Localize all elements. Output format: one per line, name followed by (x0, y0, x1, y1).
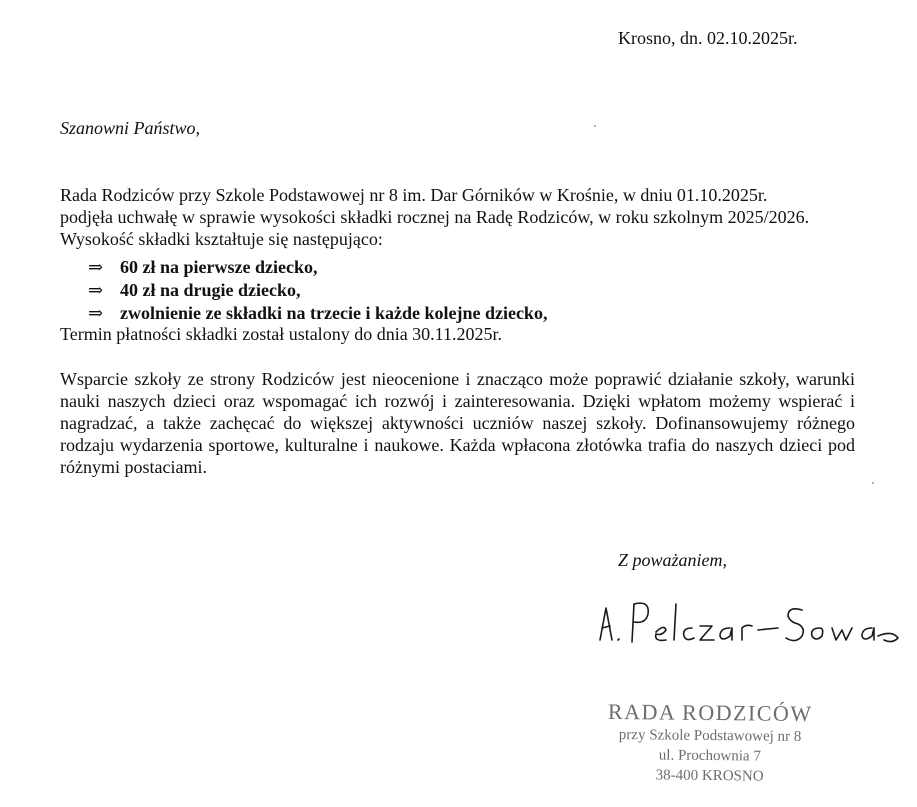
fee-item (88, 279, 547, 302)
stamp-school: przy Szkole Podstawowej nr 8 (618, 727, 802, 745)
paragraph-line: podjęła uchwałę w sprawie wysokości składki rocznej na Radę Rodziców, w roku szkolnym 2025/2026. (60, 207, 810, 227)
stamp-title: RADA RODZICÓW (607, 698, 813, 727)
paragraph-line: Rada Rodziców przy Szkole Podstawowej nr 8 im. Dar Górników w Krośnie, w dniu 01.10.2025r. (60, 185, 768, 205)
paragraph-line: Wysokość składki kształtuje się następująco: (60, 229, 383, 249)
closing: Z poważaniem, (618, 550, 728, 570)
payment-deadline: Termin płatności składki został ustalony do dnia 30.11.2025r. (60, 324, 503, 344)
stamp-city: 38-400 KROSNO (655, 767, 764, 785)
fee-item-text: 60 zł na pierwsze dziecko, (120, 257, 318, 277)
paragraph-resolution (60, 184, 855, 250)
arrow-icon: ⇒ (88, 280, 104, 300)
scan-speck (872, 482, 874, 484)
arrow-icon: ⇒ (88, 303, 104, 323)
fee-list (88, 256, 547, 325)
scan-speck (594, 125, 596, 127)
handwritten-signature (592, 588, 910, 650)
salutation: Szanowni Państwo, (60, 118, 201, 138)
fee-item-text: 40 zł na drugie dziecko, (120, 280, 301, 300)
fee-item-text: zwolnienie ze składki na trzecie i każde kolejne dziecko, (120, 303, 548, 323)
paragraph-support: Wsparcie szkoły ze strony Rodziców jest nieocenione i znacząco może poprawić działanie szkoły, warunki nauki naszych dzieci oraz wspomagać ich rozwój i zainteresowania. Dzięki wpłatom możemy wspierać i nagradzać, a także zachęcać do większej aktywności uczniów naszej szkoły. Dofinansowujemy różnego rodzaju wydarzenia sportowe, kulturalne i naukowe. Każda wpłacona złotówka trafia do naszych dzieci pod różnymi postaciami. (60, 369, 855, 477)
stamp-street: ul. Prochownia 7 (658, 747, 761, 765)
school-council-stamp (560, 698, 861, 787)
fee-item (88, 256, 547, 279)
arrow-icon: ⇒ (88, 257, 104, 277)
fee-item (88, 302, 547, 325)
date-line: Krosno, dn. 02.10.2025r. (618, 28, 798, 48)
